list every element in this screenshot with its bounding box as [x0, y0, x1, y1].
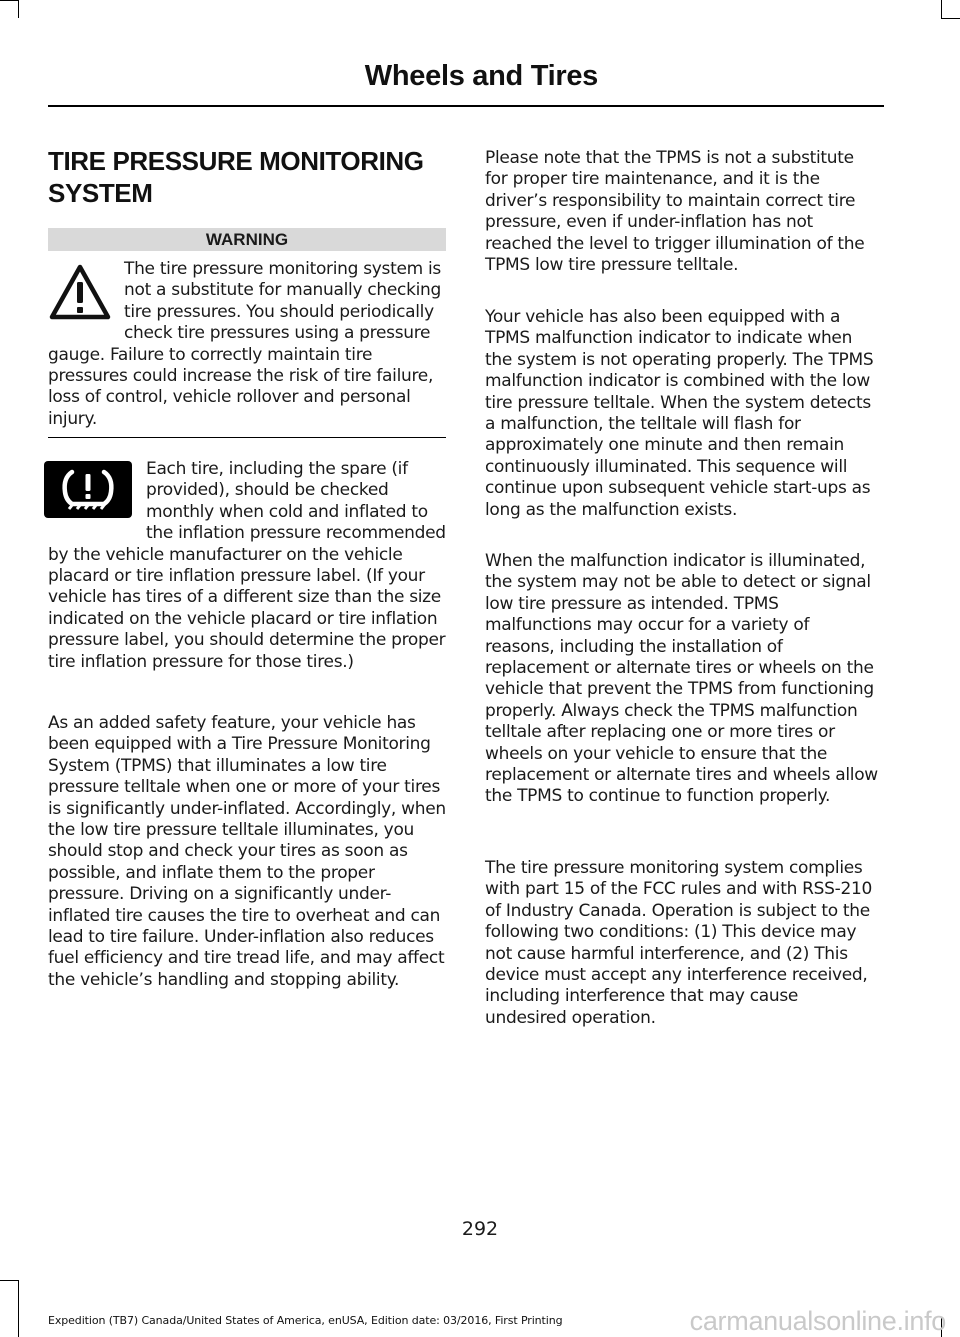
crop-mark — [18, 0, 19, 18]
watermark: carmanualsonline.info — [689, 1306, 946, 1336]
header-divider — [48, 105, 884, 107]
crop-mark — [941, 18, 960, 19]
right-paragraph-4: The tire pressure monitoring system complies with part 15 of the FCC rules and with RSS-210 of Industry Canada. Operation is subject to the following two conditions: (1) This device may not cause harmful interference, and (2) This device must accept any interference received, including interference that may cause undesired operation. — [485, 858, 873, 1028]
warning-triangle-icon — [48, 261, 112, 325]
right-paragraph-1: Please note that the TPMS is not a substitute for proper tire maintenance, and it is the driver’s responsibility to maintain correct tire pressure, even if under-inflation has not reached the level to trigger illumination of the TPMS low tire pressure telltale. — [485, 148, 865, 276]
section-title: TIRE PRESSURE MONITORING SYSTEM — [48, 146, 424, 208]
crop-mark — [18, 1280, 19, 1337]
warning-divider — [48, 437, 446, 438]
warning-text: The tire pressure monitoring system is not a substitute for manually checking tire pressures. You should periodically check tire pressures using a pressure gauge. Failure to correctly maintain tire pressures could increase the risk of tire failure, loss of control, vehicle rollover and personal injury. — [48, 259, 441, 429]
tire-check-block — [48, 459, 446, 673]
left-paragraph-1: Each tire, including the spare (if provided), should be checked monthly when cold and inflated to the inflation pressure recommended by the vehicle manufacturer on the vehicle placard or tire inflation pressure label. (If your vehicle has tires of a different size than the size indicated on the vehicle placard or tire inflation pressure label, you should determine the proper tire inflation pressure for those tires.) — [48, 459, 446, 672]
left-paragraph-2: As an added safety feature, your vehicle has been equipped with a Tire Pressure Monitoring System (TPMS) that illuminates a low tire pressure telltale when one or more of your tires is significantly under-inflated. Accordingly, when the low tire pressure telltale illuminates, you should stop and check your tires as soon as possible, and inflate them to the proper pressure. Driving on a significantly under-inflated tire causes the tire to overheat and can lead to tire failure. Under-inflation also reduces fuel efficiency and tire tread life, and may affect the vehicle’s handling and stopping ability. — [48, 713, 446, 990]
page-header-title: Wheels and Tires — [364, 60, 598, 92]
footer-edition-text: Expedition (TB7) Canada/United States of America, enUSA, Edition date: 03/2016, First Printing — [48, 1314, 563, 1327]
warning-label-bar: WARNING — [48, 228, 446, 251]
crop-mark — [941, 0, 942, 18]
tpms-low-pressure-icon — [44, 461, 132, 518]
warning-block — [48, 259, 446, 430]
page-number: 292 — [461, 1218, 499, 1240]
crop-mark — [0, 1280, 18, 1281]
crop-mark — [0, 0, 18, 1]
right-paragraph-2: Your vehicle has also been equipped with a TPMS malfunction indicator to indicate when the system is not operating properly. The TPMS malfunction indicator is combined with the low tire pressure telltale. When the system detects a malfunction, the telltale will flash for approximately one minute and then remain continuously illuminated. This sequence will continue upon subsequent vehicle start-ups as long as the malfunction exists. — [485, 307, 874, 520]
right-paragraph-3: When the malfunction indicator is illuminated, the system may not be able to detect or signal low tire pressure as intended. TPMS malfunctions may occur for a variety of reasons, including the installation of replacement or alternate tires or wheels on the vehicle that prevent the TPMS from functioning properly. Always check the TPMS malfunction telltale after replacing one or more tires or wheels on your vehicle to ensure that the replacement or alternate tires and wheels allow the TPMS to continue to function properly. — [485, 551, 878, 807]
